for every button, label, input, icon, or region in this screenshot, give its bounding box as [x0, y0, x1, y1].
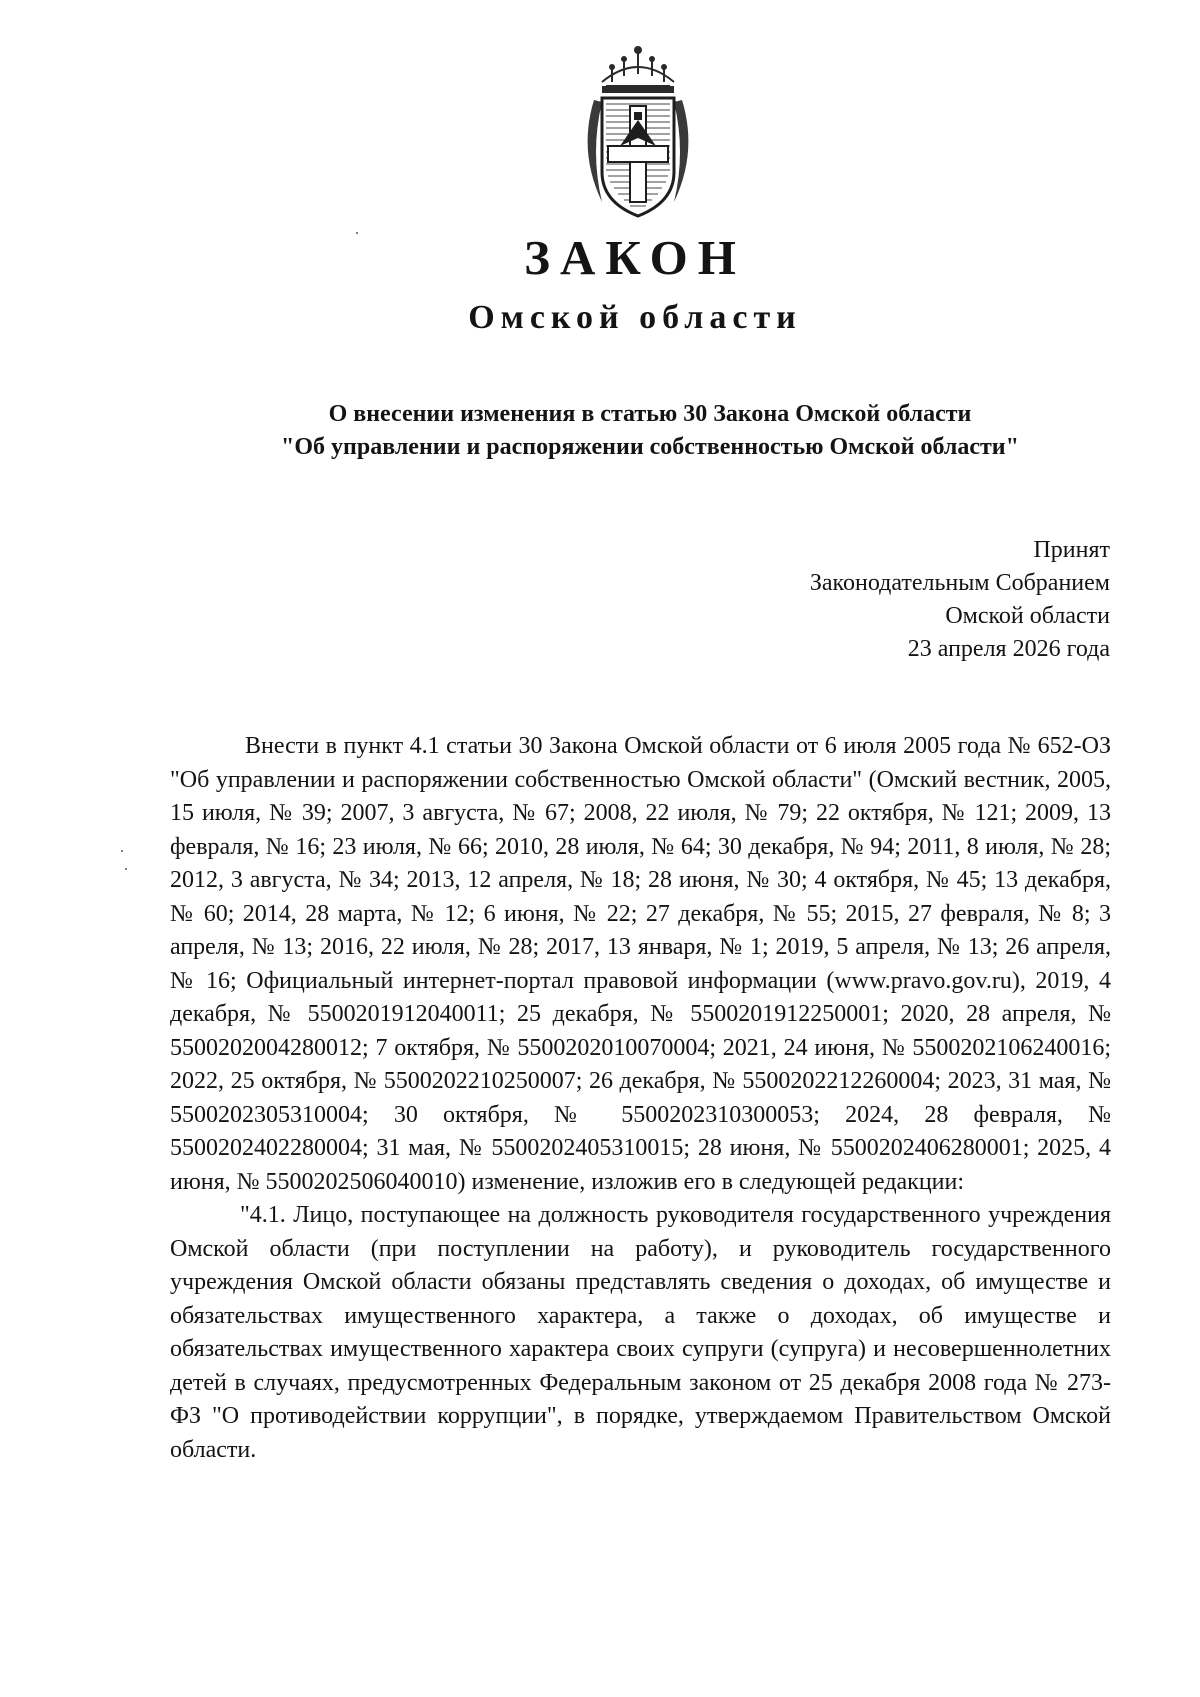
adoption-line-adopted: Принят	[1033, 537, 1110, 563]
scan-speck	[125, 868, 127, 870]
body-paragraph-new-wording: "4.1. Лицо, поступающее на должность руководителя государственного учреждения Омской области (при поступлении на работу), и руководитель государственного учреждения Омской области обязаны представлять сведения о доходах, об имуществе и обязательствах имущественного характера, а также о доходах, об имуществе и обязательствах имущественного характера своих супруги (супруга) и несовершеннолетних детей в случаях, предусмотренных Федеральным законом от 25 декабря 2008 года № 273-ФЗ "О противодействии коррупции", в порядке, утверждаемом Правительством Омской области.	[170, 1202, 1111, 1463]
adoption-block	[810, 534, 1110, 666]
adoption-line-region: Омской области	[945, 603, 1110, 629]
body-paragraph-amendment: Внести в пункт 4.1 статьи 30 Закона Омской области от 6 июля 2005 года № 652-ОЗ "Об управлении и распоряжении собственностью Омской области" (Омский вестник, 2005, 15 июля, № 39; 2007, 3 августа, № 67; 2008, 22 июля, № 79; 22 октября, № 121; 2009, 13 февраля, № 16; 23 июля, № 66; 2010, 28 июля, № 64; 30 декабря, № 94; 2011, 8 июля, № 28; 2012, 3 августа, № 34; 2013, 12 апреля, № 18; 28 июня, № 30; 4 октября, № 45; 13 декабря, № 60; 2014, 28 марта, № 12; 6 июня, № 22; 27 декабря, № 55; 2015, 27 февраля, № 8; 3 апреля, № 13; 2016, 22 июля, № 28; 2017, 13 января, № 1; 2019, 5 апреля, № 13; 26 апреля, № 16; Официальный интернет-портал правовой информации (www.pravo.gov.ru), 2019, 4 декабря, № 5500201912040011; 25 декабря, № 5500201912250001; 2020, 28 апреля, № 5500202004280012; 7 октября, № 5500202010070004; 2021, 24 июня, № 5500202106240016; 2022, 25 октября, № 5500202210250007; 26 декабря, № 5500202212260004; 2023, 31 мая, № 5500202305310004; 30 октября, № 5500202310300053; 2024, 28 февраля, № 5500202402280004; 31 мая, № 5500202405310015; 28 июня, № 5500202406280001; 2025, 4 июня, № 5500202506040010) изменение, изложив его в следующей редакции:	[170, 733, 1111, 1195]
adoption-line-date: 23 апреля 2026 года	[907, 636, 1110, 662]
document-title: ЗАКОН	[524, 230, 746, 285]
law-heading-line-2: "Об управлении и распоряжении собственностью Омской области"	[281, 434, 1019, 460]
law-heading	[150, 398, 1150, 464]
law-body	[170, 730, 1111, 1467]
adoption-line-assembly: Законодательным Собранием	[809, 570, 1110, 596]
law-heading-line-1: О внесении изменения в статью 30 Закона Омской области	[328, 401, 972, 427]
scan-speck	[356, 232, 358, 234]
document-subtitle: Омской области	[468, 299, 802, 336]
coat-of-arms-icon	[572, 42, 704, 222]
scan-speck	[121, 850, 123, 852]
